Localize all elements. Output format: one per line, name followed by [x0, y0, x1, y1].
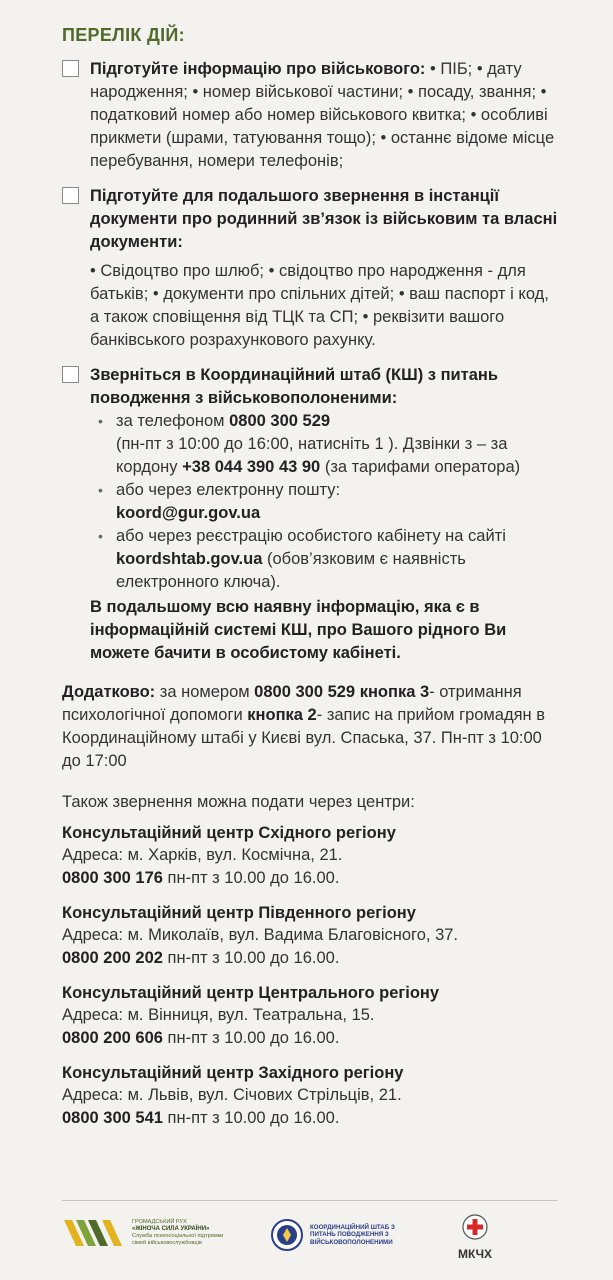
contact-cabinet-prefix: або через реєстрацію особистого кабінету на сайті [116, 527, 506, 545]
item-documents-body: • Свідоцтво про шлюб; • свідоцтво про народження - для батьків; • документи про спільних дітей; • ваш паспорт і код, а також сповіщення від ТЦК та СП; • реквізити вашого банківського розрахункового рахунку. [90, 262, 549, 349]
checklist-item-info [62, 58, 562, 173]
center-phone[interactable]: 0800 200 202 [62, 949, 163, 967]
extra-text-3: - запис на прийом громадян в Координаційному штабі у Києві вул. Спаська, 37. Пн-пт з 10:00 до 17:00 [62, 706, 545, 770]
women-force-logo [62, 1218, 232, 1248]
center-phone-line [62, 867, 562, 890]
item-documents-title: Підготуйте для подальшого звернення в інстанції документи про родинний зв’язок із військовим та власні документи: [90, 187, 558, 251]
item-info-title: Підготуйте інформацію про військового: [90, 60, 426, 78]
contact-cabinet [112, 525, 562, 594]
center-address: Адреса: м. Харків, вул. Космічна, 21. [62, 846, 343, 864]
women-force-logo-text [132, 1219, 232, 1247]
extra-text-2: - отримання психологічної допомоги [62, 683, 522, 724]
coordination-hq-logo-text [310, 1224, 420, 1247]
contact-phone-hours: (пн-пт з 10:00 до 16:00, натисніть 1 ). Дзвінки з – за кордону [116, 435, 508, 476]
extra-text-1: за номером [155, 683, 255, 701]
center-title: Консультаційний центр Південного регіону [62, 904, 416, 922]
checkbox-info[interactable] [62, 60, 79, 77]
contact-email-prefix: або через електронну пошту: [116, 481, 341, 499]
center-hours: пн-пт з 10.00 до 16.00. [162, 1109, 340, 1127]
footer-logos [62, 1212, 558, 1264]
center-central [62, 982, 562, 1050]
center-title: Консультаційний центр Східного регіону [62, 824, 396, 842]
logo2-line2: ПИТАНЬ ПОВОДЖЕННЯ З [310, 1231, 389, 1239]
centers-intro: Також звернення можна подати через центри: [62, 793, 415, 811]
contact-phone [112, 410, 562, 479]
checkbox-documents[interactable] [62, 187, 79, 204]
logo2-line3: ВІЙСЬКОВОПОЛОНЕНИМИ [310, 1238, 393, 1246]
center-phone-line [62, 947, 562, 970]
extra-label: Додатково: [62, 683, 156, 701]
women-force-logo-icon [62, 1218, 126, 1248]
item-info-body: • ПІБ; • дату народження; • номер військової частини; • посаду, звання; • податковий номер або номер військового квитка; • особливі прикмети (шрами, татуювання тощо); • останнє відоме місце перебування, номери телефонів; [90, 60, 555, 170]
cabinet-note: В подальшому всю наявну інформацію, яка є в інформаційній системі КШ, про Вашого рідного Ви можете бачити в особистому кабінеті. [90, 598, 507, 662]
contact-email [112, 479, 562, 525]
center-address: Адреса: м. Миколаїв, вул. Вадима Благовісного, 37. [62, 926, 458, 944]
center-phone-line [62, 1027, 562, 1050]
intl-phone-link[interactable]: +38 044 390 43 90 [182, 458, 321, 476]
checklist-page [62, 18, 562, 1130]
phone-link[interactable]: 0800 300 529 [229, 412, 331, 430]
contact-intl-note: (за тарифами оператора) [320, 458, 521, 476]
contact-phone-prefix: за телефоном [116, 412, 230, 430]
footer-divider [62, 1200, 558, 1201]
logo2-line1: КООРДИНАЦІЙНИЙ ШТАБ З [310, 1223, 395, 1231]
center-phone-line [62, 1107, 562, 1130]
item-info-text [90, 58, 562, 173]
red-cross-icon [462, 1214, 488, 1240]
center-title: Консультаційний центр Центрального регіону [62, 984, 440, 1002]
center-address: Адреса: м. Львів, вул. Січових Стрільців, 21. [62, 1086, 402, 1104]
checkbox-contact[interactable] [62, 366, 79, 383]
logo1-line3: Служба психосоціальної підтримки сімей військовослужбовців [132, 1233, 224, 1246]
center-phone[interactable]: 0800 300 176 [62, 869, 163, 887]
page-title: ПЕРЕЛІК ДІЙ: [62, 25, 185, 45]
center-hours: пн-пт з 10.00 до 16.00. [162, 949, 340, 967]
extra-button-2: кнопка 2 [247, 706, 317, 724]
item-contact-title: Зверніться в Координаційний штаб (КШ) з питань поводження з військовополоненими: [90, 366, 499, 407]
center-west [62, 1062, 562, 1130]
extra-info [62, 681, 562, 773]
logo1-line2: «ЖІНОЧА СИЛА УКРАЇНИ» [132, 1226, 210, 1232]
center-east [62, 822, 562, 890]
icrc-logo-text: МКЧХ [457, 1247, 493, 1261]
center-address: Адреса: м. Вінниця, вул. Театральна, 15. [62, 1006, 375, 1024]
checklist-item-contact [62, 364, 562, 665]
center-phone[interactable]: 0800 300 541 [62, 1109, 163, 1127]
icrc-logo [452, 1214, 498, 1261]
center-phone[interactable]: 0800 200 606 [62, 1029, 163, 1047]
center-south [62, 902, 562, 970]
checklist-item-documents [62, 185, 562, 352]
logo1-line1: ГРОМАДСЬКИЙ РУХ [132, 1219, 187, 1225]
cabinet-site-link[interactable]: koordshtab.gov.ua [116, 550, 263, 568]
extra-phone[interactable]: 0800 300 529 кнопка 3 [254, 683, 430, 701]
center-hours: пн-пт з 10.00 до 16.00. [162, 869, 340, 887]
coordination-hq-emblem-icon [270, 1218, 304, 1252]
contact-list [90, 410, 562, 594]
coordination-hq-logo [270, 1218, 420, 1252]
center-title: Консультаційний центр Західного регіону [62, 1064, 404, 1082]
contact-cabinet-note: (обов’язковим є наявність електронного ключа). [116, 550, 466, 591]
email-link[interactable]: koord@gur.gov.ua [116, 504, 261, 522]
center-hours: пн-пт з 10.00 до 16.00. [162, 1029, 340, 1047]
